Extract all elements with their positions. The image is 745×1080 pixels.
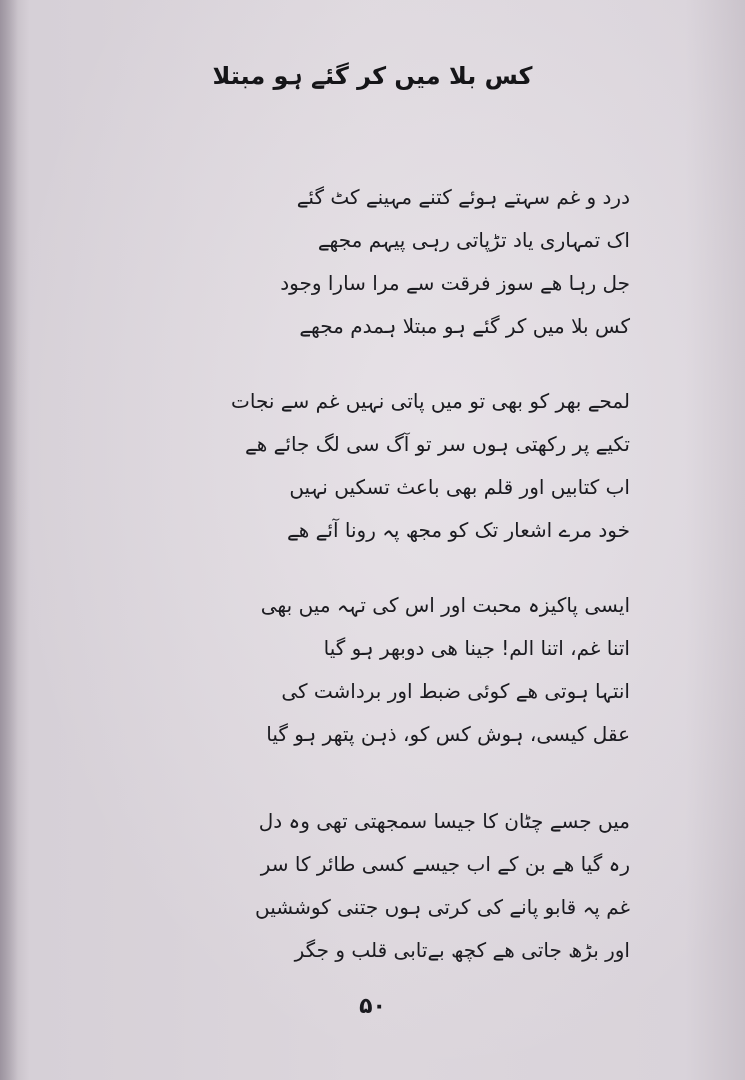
stanza-1 [110,176,630,348]
poem-line: خود مرے اشعار تک کو مجھ پہ رونا آئے ھے [287,518,630,542]
poem-line: عقل کیسی، ہوش کس کو، ذہن پتھر ہو گیا [266,722,630,746]
stanza-2 [110,380,630,552]
stanza-3 [110,584,630,756]
poem-line: میں جسے چٹان کا جیسا سمجھتی تھی وہ دل [258,809,630,833]
poem-line: غم پہ قابو پانے کی کرتی ہوں جتنی کوششیں [255,895,630,919]
poem-line: کس بلا میں کر گئے ہو مبتلا ہمدم مجھے [299,314,630,338]
poem-line: ایسی پاکیزہ محبت اور اس کی تہہ میں بھی [260,593,630,617]
poem-line: رہ گیا ھے بن کے اب جیسے کسی طائر کا سر [260,852,630,876]
page-gutter-shadow [0,0,18,1080]
poem-line: جل رہا ھے سوز فرقت سے مرا سارا وجود [280,271,630,295]
poem-line: اک تمہاری یاد تڑپاتی رہی پیہم مجھے [317,228,630,252]
poem-line: اور بڑھ جاتی ھے کچھ بےتابی قلب و جگر [294,938,630,962]
poem-line: لمحے بھر کو بھی تو میں پاتی نہیں غم سے نجات [231,389,630,413]
poem-line: اب کتابیں اور قلم بھی باعث تسکیں نہیں [289,475,630,499]
poem-line: انتہا ہوتی ھے کوئی ضبط اور برداشت کی [281,679,630,703]
poem-title: کس بلا میں کر گئے ہو مبتلا [212,62,533,90]
page-number: ۵۰ [359,994,386,1019]
stanza-4 [110,800,630,972]
poem-line: تکیے پر رکھتی ہوں سر تو آگ سی لگ جائے ھے [245,432,630,456]
poem-line: درد و غم سہتے ہوئے کتنے مہینے کٹ گئے [296,185,630,209]
poem-line: اتنا غم، اتنا الم! جینا ھی دوبھر ہو گیا [323,636,630,660]
